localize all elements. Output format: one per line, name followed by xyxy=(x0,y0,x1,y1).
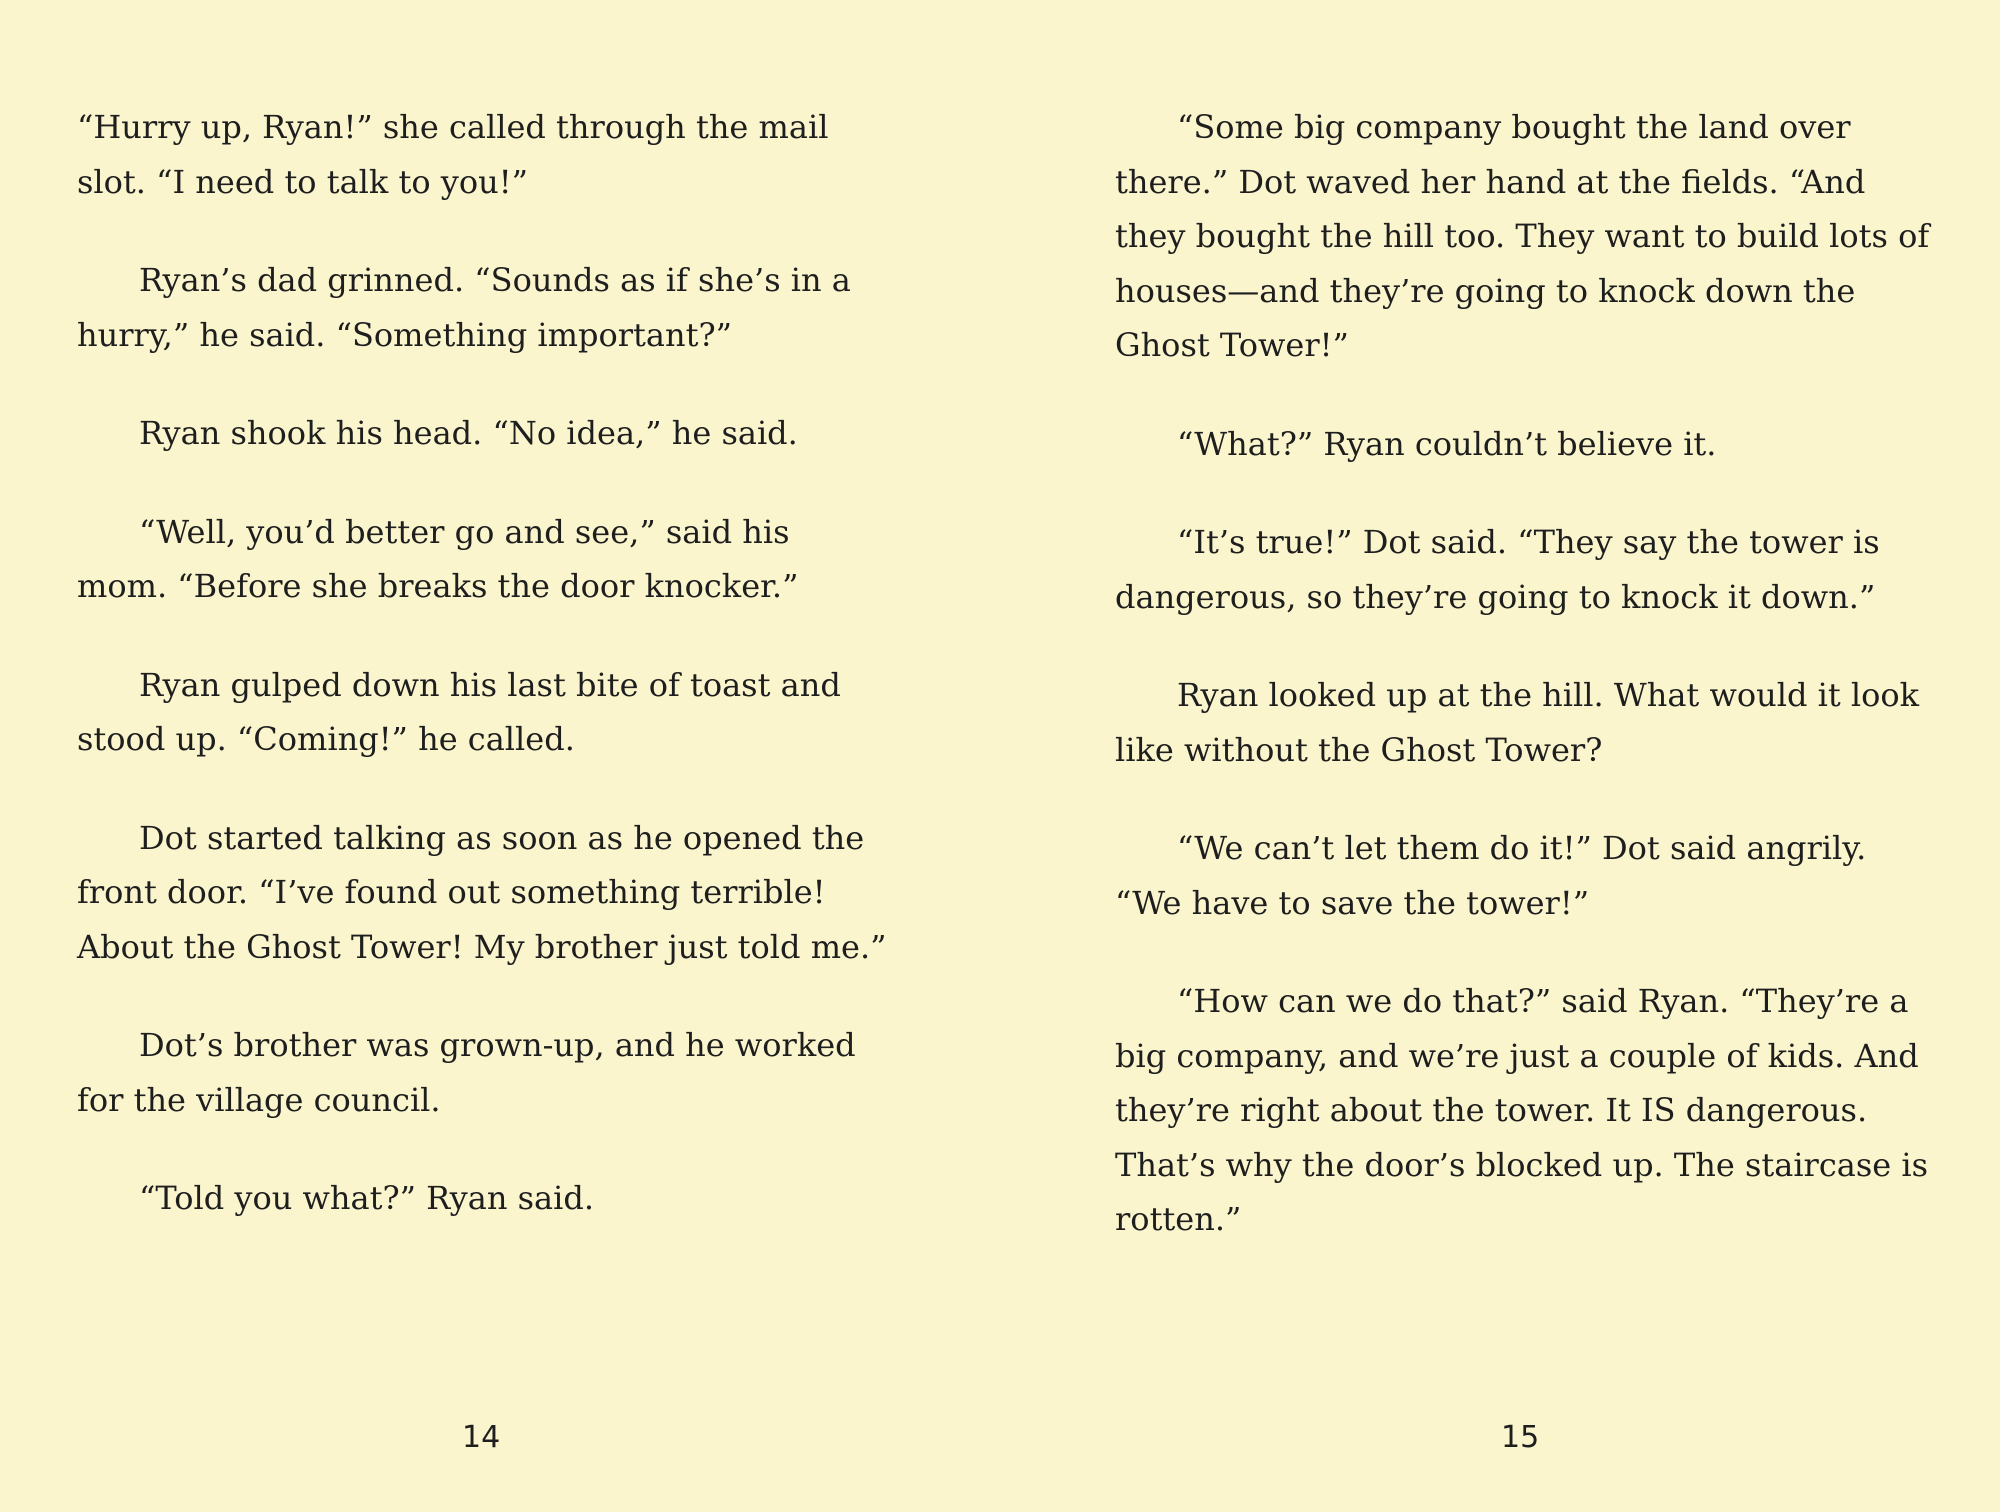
left-page xyxy=(77,100,887,1270)
paragraph: “Told you what?” Ryan said. xyxy=(139,1179,594,1217)
paragraph: “Well, you’d better go and see,” said his mom. “Before she breaks the door knocker.” xyxy=(77,512,799,605)
paragraph: Ryan looked up at the hill. What would it look like without the Ghost Tower? xyxy=(1115,676,1920,769)
paragraph: “It’s true!” Dot said. “They say the tower is dangerous, so they’re going to knock it down.” xyxy=(1115,523,1880,616)
paragraph: “We can’t let them do it!” Dot said angrily. “We have to save the tower!” xyxy=(1115,829,1867,922)
paragraph: Ryan gulped down his last bite of toast and stood up. “Coming!” he called. xyxy=(77,665,841,758)
paragraph: “How can we do that?” said Ryan. “They’re a big company, and we’re just a couple of kids. And they’re right about the tower. It IS dangerous. That’s why the door’s blocked up. The staircase is rotten.” xyxy=(1115,982,1929,1238)
paragraph: “Hurry up, Ryan!” she called through the mail slot. “I need to talk to you!” xyxy=(77,108,829,201)
right-page xyxy=(1115,100,1935,1291)
paragraph: “Some big company bought the land over there.” Dot waved her hand at the fields. “And they bought the hill too. They want to build lots of houses—and they’re going to knock down the Ghost Tower!” xyxy=(1115,108,1930,364)
paragraph: Dot’s brother was grown-up, and he worked for the village council. xyxy=(77,1026,856,1119)
paragraph: “What?” Ryan couldn’t believe it. xyxy=(1177,424,1717,463)
paragraph: Ryan’s dad grinned. “Sounds as if she’s in a hurry,” he said. “Something important?” xyxy=(77,261,851,354)
paragraph: Ryan shook his head. “No idea,” he said. xyxy=(139,414,798,452)
page-number-right: 15 xyxy=(1501,1420,1540,1455)
page-number-left: 14 xyxy=(462,1420,501,1455)
paragraph: Dot started talking as soon as he opened the front door. “I’ve found out something terrible! About the Ghost Tower! My brother just told me.” xyxy=(77,818,887,966)
